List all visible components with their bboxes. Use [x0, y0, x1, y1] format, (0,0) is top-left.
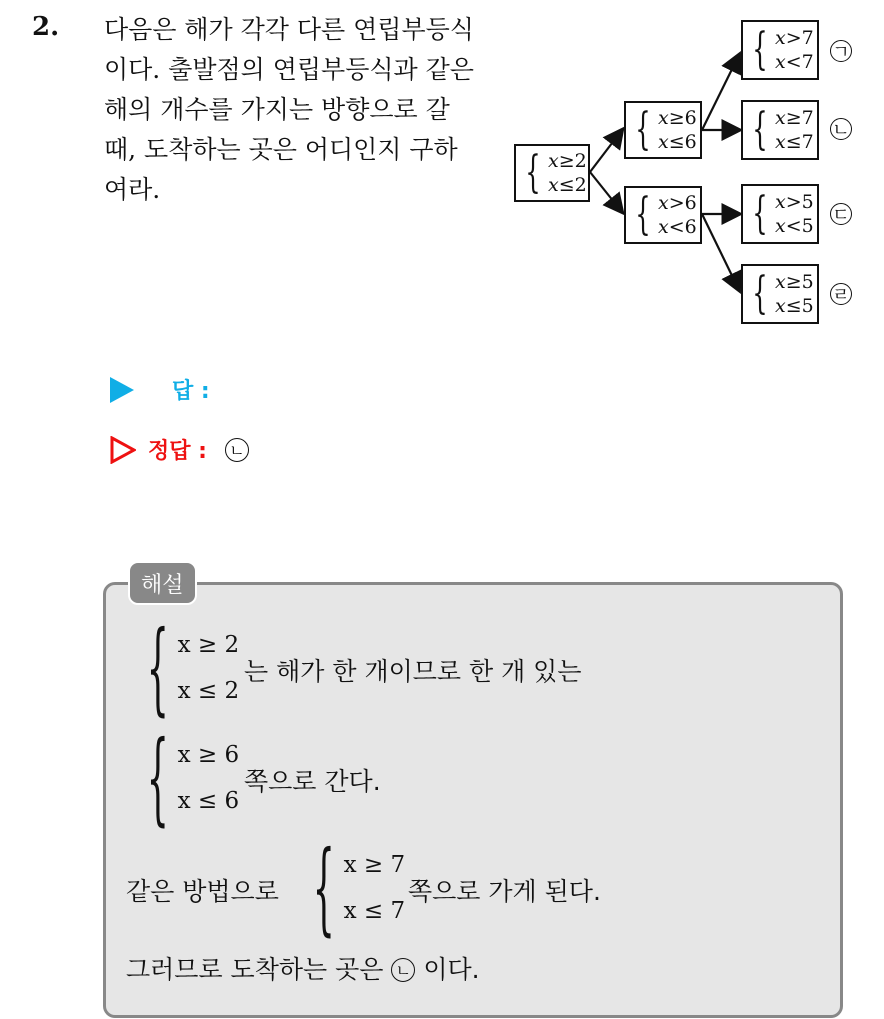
- system-line: x ≤ 2: [177, 678, 240, 704]
- answer-label: 답 :: [172, 379, 210, 404]
- label-rieul: ㄹ: [830, 283, 852, 305]
- end-box-2: { x≥7 x≤7: [741, 100, 819, 160]
- arrow-to-end4: [702, 214, 739, 290]
- arrow-start-to-mid-bottom: [590, 172, 622, 212]
- label-nieun: ㄴ: [830, 118, 852, 140]
- explanation-tab: 해설: [128, 561, 197, 605]
- label-giyeok: ㄱ: [830, 40, 852, 62]
- end-box-1: { x>7 x<7: [741, 20, 819, 80]
- play-triangle-icon: [110, 377, 134, 403]
- explanation-text-3: 쪽으로 가게 된다.: [408, 877, 601, 906]
- start-box: { x≥2 x≤2: [514, 144, 590, 202]
- brace-icon: {: [752, 104, 768, 155]
- end-box-3: { x>5 x<5: [741, 184, 819, 244]
- answer-row: [110, 374, 210, 405]
- brace-icon: {: [635, 104, 651, 155]
- explanation-conclusion: 그러므로 도착하는 곳은 ㄴ 이다.: [126, 955, 480, 984]
- system-line: x ≥ 6: [177, 742, 240, 768]
- system-line: x ≤ 6: [177, 788, 240, 814]
- correct-answer-row: [110, 434, 249, 465]
- correct-answer-value: ㄴ: [225, 438, 249, 462]
- system-3: [292, 829, 406, 946]
- brace-icon: {: [146, 719, 169, 836]
- question-line: 해의 개수를 가지는 방향으로 갈: [104, 95, 450, 124]
- question-line: 여라.: [104, 175, 161, 204]
- question-line: 이다. 출발점의 연립부등식과 같은: [104, 55, 474, 84]
- brace-icon: {: [752, 24, 768, 75]
- brace-icon: {: [146, 609, 169, 726]
- brace-icon: {: [752, 188, 768, 239]
- question-line: 다음은 해가 각각 다른 연립부등식: [104, 15, 474, 44]
- explanation-text-2: 쪽으로 간다.: [244, 767, 381, 796]
- explanation-text-1: 는 해가 한 개이므로 한 개 있는: [244, 657, 582, 686]
- arrow-start-to-mid-top: [590, 130, 622, 172]
- brace-icon: {: [312, 829, 335, 946]
- explanation-prefix-3: 같은 방법으로: [126, 877, 279, 906]
- system-line: x ≥ 7: [343, 852, 406, 878]
- arrow-to-end1: [702, 55, 739, 130]
- question-line: 때, 도착하는 곳은 어디인지 구하: [104, 135, 458, 164]
- mid-top-box: { x≥6 x≤6: [624, 101, 702, 159]
- system-line: x ≥ 2: [177, 632, 240, 658]
- circled-nieun: ㄴ: [391, 958, 415, 982]
- outline-triangle-icon: [110, 436, 136, 464]
- brace-icon: {: [752, 268, 768, 319]
- system-2: [126, 719, 240, 836]
- label-digeut: ㄷ: [830, 203, 852, 225]
- question-number: 2.: [32, 12, 60, 42]
- system-line: x ≤ 7: [343, 898, 406, 924]
- mid-bottom-box: { x>6 x<6: [624, 186, 702, 244]
- brace-icon: {: [635, 189, 651, 240]
- brace-icon: {: [525, 147, 541, 198]
- end-box-4: { x≥5 x≤5: [741, 264, 819, 324]
- correct-answer-label: 정답 :: [148, 439, 207, 464]
- system-1: [126, 609, 240, 726]
